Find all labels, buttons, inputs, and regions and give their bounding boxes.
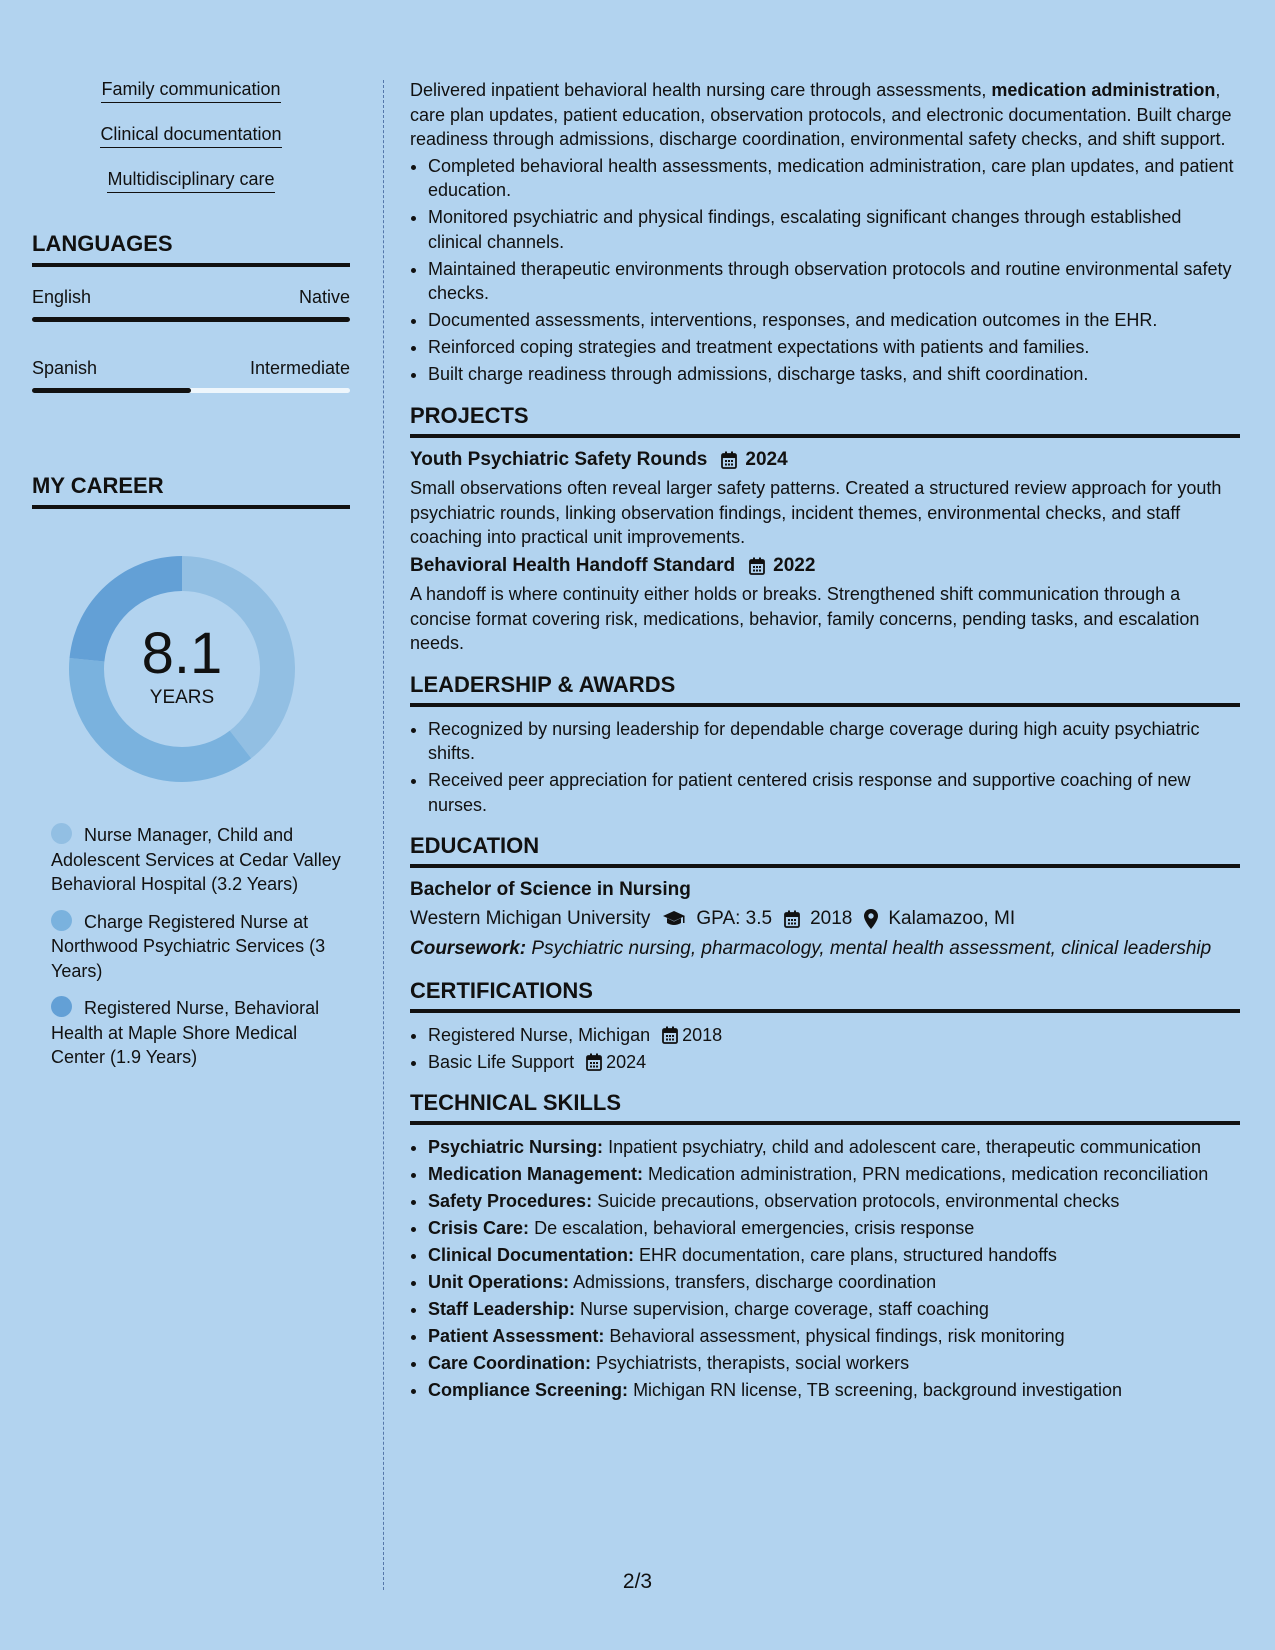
- technical-skill-item: [428, 1189, 1240, 1214]
- experience-bullet: • Built charge readiness through admissions, discharge tasks, and shift coordination.: [428, 362, 1240, 387]
- technical-skills-list: [410, 1135, 1240, 1403]
- certification-year: 2018: [682, 1024, 723, 1045]
- skill-text: Admissions, transfers, discharge coordination: [569, 1272, 937, 1292]
- calendar-icon: [586, 1053, 602, 1071]
- summary-text: Delivered inpatient behavioral health nursing care through assessments,: [410, 80, 992, 100]
- experience-bullet: • Completed behavioral health assessments, medication administration, care plan updates, and patient education.: [428, 154, 1240, 203]
- location-pin-icon: [864, 909, 878, 929]
- technical-skill-item: [428, 1270, 1240, 1295]
- certification-year: 2024: [606, 1051, 647, 1072]
- graduation-cap-icon: [662, 910, 686, 928]
- skill-text: De escalation, behavioral emergencies, crisis response: [529, 1218, 975, 1238]
- summary-text: , care plan updates, patient education, observation protocols, and electronic documentation. Built charge readiness through admissions, discharge coordination, environmental safety checks, and shift support.: [410, 80, 1232, 149]
- coursework-text: Psychiatric nursing, pharmacology, mental health assessment, clinical leadership: [526, 938, 1212, 959]
- project-title: [410, 448, 1240, 473]
- calendar-icon: [662, 1026, 678, 1044]
- education-school: Western Michigan University: [410, 907, 651, 929]
- technical-skill-item: [428, 1378, 1240, 1403]
- certification-item: [428, 1023, 1240, 1048]
- career-donut-chart: [62, 549, 302, 789]
- skill-tag: Clinical documentation: [100, 123, 281, 148]
- language-name: Spanish: [32, 358, 98, 378]
- leadership-heading: LEADERSHIP & AWARDS: [410, 672, 1240, 707]
- career-total: 8.1: [141, 621, 223, 686]
- career-legend-item: [51, 996, 350, 1070]
- technical-skill-item: [428, 1297, 1240, 1322]
- column-divider: [383, 80, 384, 1590]
- skill-text: Inpatient psychiatry, child and adolescent care, therapeutic communication: [603, 1137, 1202, 1157]
- skill-label: Crisis Care:: [428, 1218, 530, 1238]
- legend-dot: [51, 996, 72, 1017]
- education-coursework: [410, 937, 1240, 962]
- project-year: 2024: [745, 448, 788, 470]
- language-bar: [32, 317, 350, 322]
- skill-label: Care Coordination:: [428, 1353, 592, 1373]
- experience-summary: [410, 78, 1240, 152]
- education-location: Kalamazoo, MI: [888, 907, 1016, 929]
- skill-label: Unit Operations:: [428, 1272, 570, 1292]
- leadership-item: • Recognized by nursing leadership for dependable charge coverage during high acuity psychiatric shifts.: [428, 717, 1240, 766]
- skill-tag: Family communication: [101, 78, 280, 103]
- legend-dot: [51, 823, 72, 844]
- skill-label: Clinical Documentation:: [428, 1245, 635, 1265]
- career-legend-item: [51, 823, 350, 897]
- sidebar: [32, 78, 350, 1083]
- experience-bullets: [410, 154, 1240, 387]
- experience-bullet: • Maintained therapeutic environments through observation protocols and routine environmental safety checks.: [428, 257, 1240, 306]
- page-number: 2/3: [622, 1570, 653, 1593]
- project-name: Youth Psychiatric Safety Rounds: [410, 448, 708, 470]
- technical-skill-item: [428, 1216, 1240, 1241]
- career-heading: MY CAREER: [32, 473, 350, 509]
- technical-skill-item: [428, 1135, 1240, 1160]
- project-description: A handoff is where continuity either holds or breaks. Strengthened shift communication through a concise format covering risk, medications, behavior, family concerns, pending tasks, and escalation needs.: [410, 584, 1200, 653]
- education-heading: EDUCATION: [410, 833, 1240, 868]
- skill-text: Nurse supervision, charge coverage, staff coaching: [575, 1299, 989, 1319]
- legend-text: Registered Nurse, Behavioral Health at Maple Shore Medical Center (1.9 Years): [51, 998, 320, 1067]
- career-legend-item: [51, 910, 350, 984]
- language-bar-fill: [32, 317, 350, 322]
- calendar-icon: [784, 910, 800, 928]
- career-unit: YEARS: [149, 687, 215, 708]
- leadership-list: [410, 717, 1240, 818]
- languages-heading: LANGUAGES: [32, 231, 350, 267]
- project-year: 2022: [773, 554, 816, 576]
- skill-text: Michigan RN license, TB screening, background investigation: [628, 1380, 1122, 1400]
- skill-label: Psychiatric Nursing:: [428, 1137, 604, 1157]
- skill-text: Behavioral assessment, physical findings, risk monitoring: [604, 1326, 1065, 1346]
- main-content: [410, 78, 1240, 1405]
- language-english: [32, 287, 350, 322]
- skill-text: EHR documentation, care plans, structured handoffs: [634, 1245, 1057, 1265]
- skill-tag: Multidisciplinary care: [107, 168, 274, 193]
- certification-item: [428, 1050, 1240, 1075]
- legend-text: Nurse Manager, Child and Adolescent Services at Cedar Valley Behavioral Hospital (3.2 Years): [51, 825, 341, 894]
- legend-text: Charge Registered Nurse at Northwood Psychiatric Services (3 Years): [51, 911, 326, 981]
- summary-bold: medication administration: [991, 80, 1216, 100]
- skill-label: Patient Assessment:: [428, 1326, 605, 1346]
- skill-text: Medication administration, PRN medications, medication reconciliation: [643, 1164, 1209, 1184]
- language-name: English: [32, 287, 92, 307]
- skill-tags: [32, 78, 350, 213]
- calendar-icon: [749, 557, 765, 575]
- education-degree: Bachelor of Science in Nursing: [410, 879, 691, 900]
- education-gpa: GPA: 3.5: [696, 907, 773, 929]
- technical-skill-item: [428, 1162, 1240, 1187]
- skill-text: Suicide precautions, observation protocols, environmental checks: [592, 1191, 1120, 1211]
- language-spanish: [32, 358, 350, 393]
- technical-skills-heading: TECHNICAL SKILLS: [410, 1090, 1240, 1125]
- certifications-heading: CERTIFICATIONS: [410, 978, 1240, 1013]
- skill-label: Staff Leadership:: [428, 1299, 576, 1319]
- projects-heading: PROJECTS: [410, 403, 1240, 438]
- technical-skill-item: [428, 1324, 1240, 1349]
- project-description: Small observations often reveal larger safety patterns. Created a structured review approach for youth psychiatric rounds, linking observation findings, incident themes, environmental checks, and staff coaching into practical unit improvements.: [410, 478, 1222, 547]
- technical-skill-item: [428, 1243, 1240, 1268]
- skill-text: Psychiatrists, therapists, social workers: [591, 1353, 910, 1373]
- language-level: Native: [298, 287, 350, 307]
- project-name: Behavioral Health Handoff Standard: [410, 554, 736, 576]
- skill-label: Safety Procedures:: [428, 1191, 593, 1211]
- certification-name: Registered Nurse, Michigan: [428, 1024, 651, 1045]
- project-title: [410, 554, 1240, 579]
- calendar-icon: [721, 451, 737, 469]
- leadership-item: • Received peer appreciation for patient centered crisis response and supportive coaching of new nurses.: [428, 768, 1240, 817]
- skill-label: Medication Management:: [428, 1164, 644, 1184]
- career-legend: [32, 823, 350, 1070]
- experience-bullet: • Reinforced coping strategies and treatment expectations with patients and families.: [428, 335, 1240, 360]
- education-details: [410, 907, 1240, 932]
- legend-dot: [51, 910, 72, 931]
- education-year: 2018: [810, 907, 853, 929]
- certifications-list: [410, 1023, 1240, 1075]
- certification-name: Basic Life Support: [428, 1051, 575, 1072]
- experience-bullet: • Documented assessments, interventions, responses, and medication outcomes in the EHR.: [428, 308, 1240, 333]
- experience-bullet: • Monitored psychiatric and physical findings, escalating significant changes through established clinical channels.: [428, 205, 1240, 254]
- language-bar: [32, 388, 350, 393]
- coursework-label: Coursework:: [410, 938, 527, 959]
- technical-skill-item: [428, 1351, 1240, 1376]
- language-level: Intermediate: [249, 358, 350, 378]
- language-bar-fill: [32, 388, 191, 393]
- skill-label: Compliance Screening:: [428, 1380, 629, 1400]
